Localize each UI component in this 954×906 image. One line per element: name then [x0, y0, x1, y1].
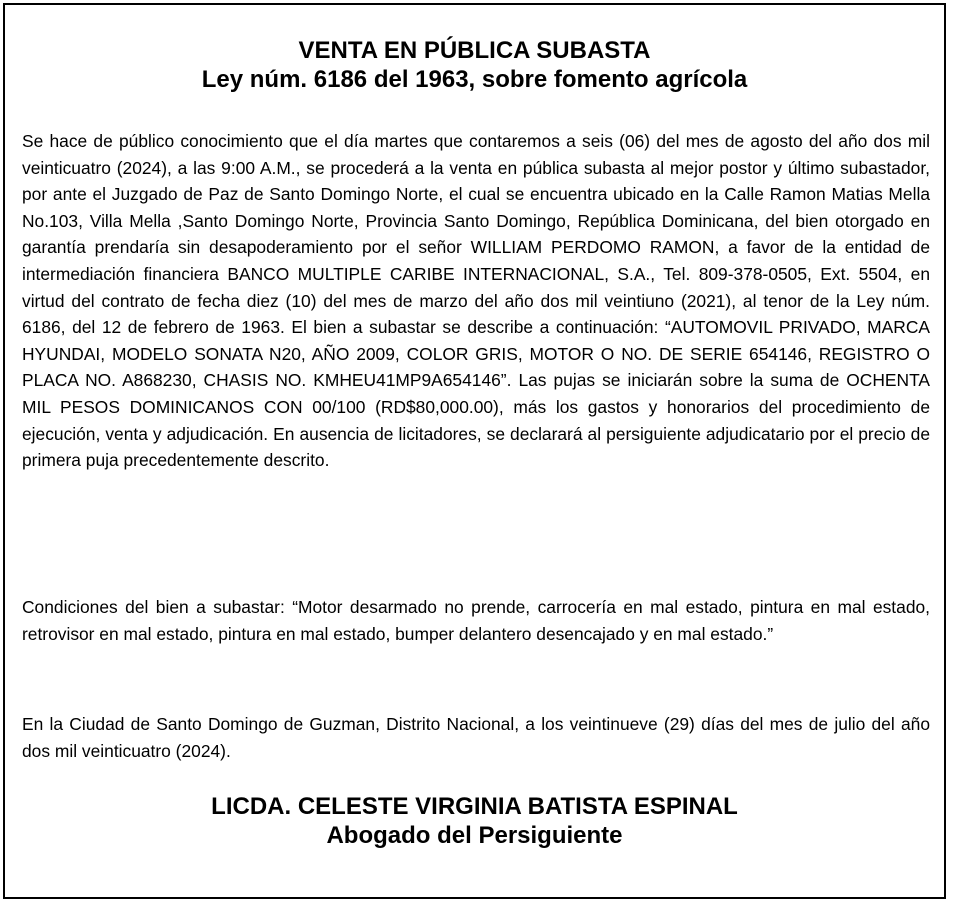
- conditions-paragraph: Condiciones del bien a subastar: “Motor desarmado no prende, carrocería en mal estado, pintura en mal estado, retrovisor en mal estado, pintura en mal estado, bumper delantero desencajado y en mal estado.”: [22, 597, 930, 644]
- legal-notice-frame: [3, 3, 946, 899]
- place-date-paragraph: En la Ciudad de Santo Domingo de Guzman, Distrito Nacional, a los veintinueve (29) días del mes de julio del año dos mil veinticuatro (2024).: [22, 714, 930, 761]
- notice-subtitle: Ley núm. 6186 del 1963, sobre fomento agrícola: [201, 66, 748, 93]
- notice-header: [5, 36, 944, 94]
- signatory-role: Abogado del Persiguiente: [326, 822, 623, 849]
- signature-block: [5, 792, 944, 850]
- notice-title: VENTA EN PÚBLICA SUBASTA: [298, 37, 651, 64]
- announcement-paragraph: Se hace de público conocimiento que el día martes que contaremos a seis (06) del mes de agosto del año dos mil veinticuatro (2024), a las 9:00 A.M., se procederá a la venta en pública subasta al mejor postor y último subastador, por ante el Juzgado de Paz de Santo Domingo Norte, el cual se encuentra ubicado en la Calle Ramon Matias Mella No.103, Villa Mella ,Santo Domingo Norte, Provincia Santo Domingo, República Dominicana, del bien otorgado en garantía prendaría sin desapoderamiento por el señor WILLIAM PERDOMO RAMON, a favor de la entidad de intermediación financiera BANCO MULTIPLE CARIBE INTERNACIONAL, S.A., Tel. 809-378-0505, Ext. 5504, en virtud del contrato de fecha diez (10) del mes de marzo del año dos mil veintiuno (2021), al tenor de la Ley núm. 6186, del 12 de febrero de 1963. El bien a subastar se describe a continuación: “AUTOMOVIL PRIVADO, MARCA HYUNDAI, MODELO SONATA N20, AÑO 2009, COLOR GRIS, MOTOR O NO. DE SERIE 654146, REGISTRO O PLACA NO. A868230, CHASIS NO. KMHEU41MP9A654146”. Las pujas se iniciarán sobre la suma de OCHENTA MIL PESOS DOMINICANOS CON 00/100 (RD$80,000.00), más los gastos y honorarios del procedimiento de ejecución, venta y adjudicación. En ausencia de licitadores, se declarará al persiguiente adjudicatario por el precio de primera puja precedentemente descrito.: [22, 131, 930, 471]
- signatory-name: LICDA. CELESTE VIRGINIA BATISTA ESPINAL: [211, 793, 738, 820]
